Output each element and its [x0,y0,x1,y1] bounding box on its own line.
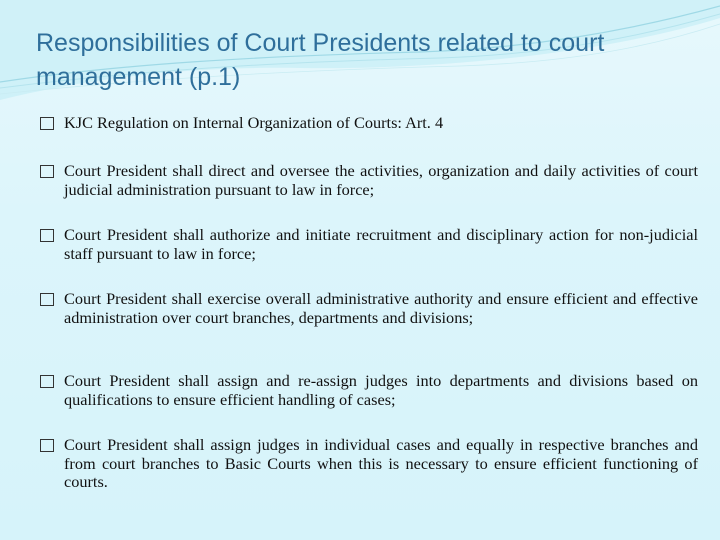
bullet-item [40,436,698,492]
bullet-item [40,162,698,199]
bullet-item [40,372,698,409]
missing-glyph-box-icon [40,165,54,178]
missing-glyph-box-icon [40,117,54,130]
bullet-text: KJC Regulation on Internal Organization of Courts: Art. 4 [64,113,444,132]
bullet-text: Court President shall authorize and initiate recruitment and disciplinary action for non-judicial staff pursuant to law in force; [64,225,698,263]
bullet-text: Court President shall direct and oversee the activities, organization and daily activities of court judicial administration pursuant to law in force; [64,161,698,199]
bullet-item [40,114,698,133]
missing-glyph-box-icon [40,439,54,452]
bullet-item [40,226,698,263]
bullet-text: Court President shall assign and re-assign judges into departments and divisions based on qualifications to ensure efficient handling of cases; [64,371,698,409]
bullet-item [40,290,698,327]
missing-glyph-box-icon [40,229,54,242]
bullet-text: Court President shall assign judges in individual cases and equally in respective branches and from court branches to Basic Courts when this is necessary to ensure efficient functioning of courts. [64,435,698,491]
missing-glyph-box-icon [40,375,54,388]
bullet-text: Court President shall exercise overall administrative authority and ensure efficient and effective administration over court branches, departments and divisions; [64,289,698,327]
missing-glyph-box-icon [40,293,54,306]
slide-title: Responsibilities of Court Presidents related to court management (p.1) [36,29,605,91]
